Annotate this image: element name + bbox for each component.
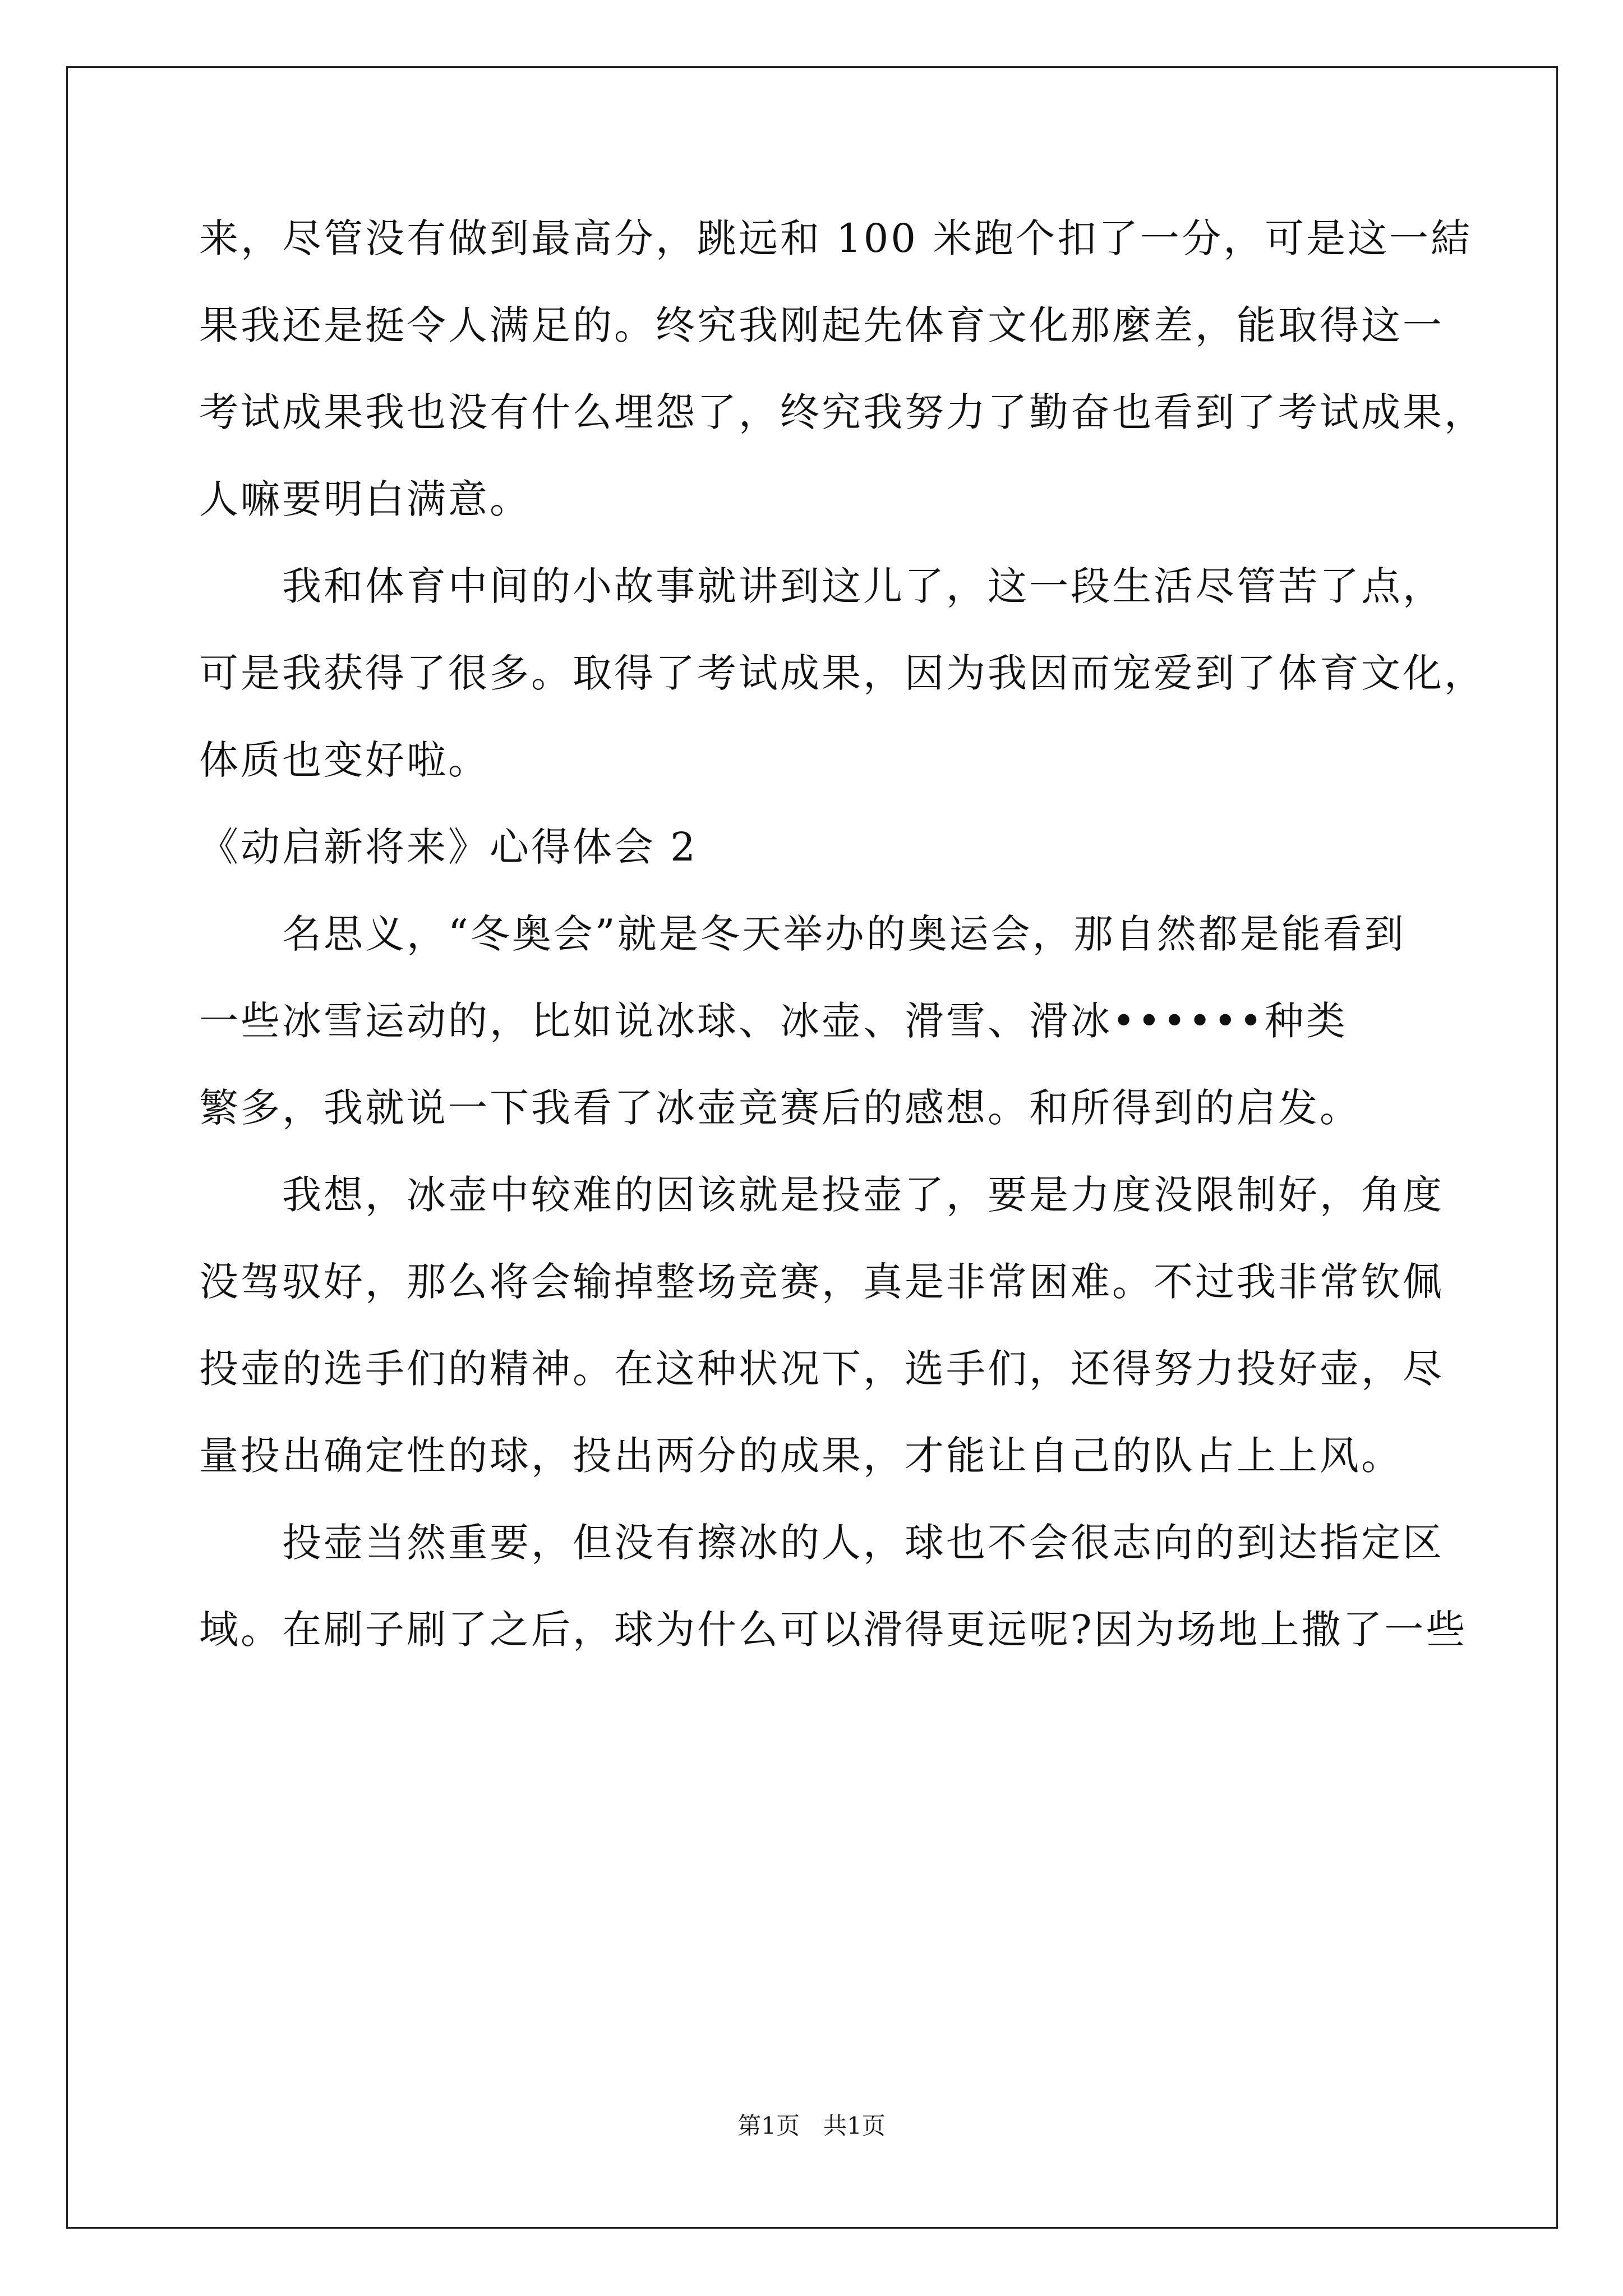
page-footer: 第1页 共1页 [737, 2112, 886, 2139]
text-line-11: 繁多，我就说一下我看了冰壶竞赛后的感想。和所得到的启发。 [199, 1085, 1361, 1131]
text-line-13: 没驾驭好，那么将会输掉整场竞赛，真是非常困难。不过我非常钦佩 [199, 1259, 1444, 1305]
section-heading: 《动启新将来》心得体会 2 [199, 824, 698, 870]
text-line-10: 一些冰雪运动的，比如说冰球、冰壶、滑雪、滑冰••••••种类 [199, 998, 1348, 1044]
text-line-6: 可是我获得了很多。取得了考试成果，因为我因而宠爱到了体育文化， [199, 650, 1486, 696]
text-line-4: 人嘛要明白满意。 [199, 476, 531, 522]
text-line-3: 考试成果我也没有什么埋怨了，终究我努力了勤奋也看到了考试成果， [199, 389, 1486, 435]
text-line-16: 投壶当然重要，但没有擦冰的人，球也不会很志向的到达指定区 [199, 1520, 1444, 1566]
text-line-2: 果我还是挺令人满足的。终究我刚起先体育文化那麼差，能取得这一 [199, 302, 1444, 348]
text-line-7: 体质也变好啦。 [199, 737, 490, 783]
text-line-12: 我想，冰壶中较难的因该就是投壶了，要是力度没限制好，角度 [199, 1172, 1444, 1218]
text-line-9: 名思义，“冬奥会”就是冬天举办的奥运会，那自然都是能看到 [199, 911, 1406, 957]
text-line-15: 量投出确定性的球，投出两分的成果，才能让自己的队占上上风。 [199, 1433, 1403, 1479]
text-line-5: 我和体育中间的小故事就讲到这儿了，这一段生活尽管苦了点， [199, 563, 1444, 609]
text-line-14: 投壶的选手们的精神。在这种状况下，选手们，还得努力投好壶，尽 [199, 1346, 1444, 1392]
text-line-1: 来，尽管没有做到最高分，跳远和 100 米跑个扣了一分，可是这一結 [199, 215, 1473, 261]
text-line-17: 域。在刷子刷了之后，球为什么可以滑得更远呢?因为场地上撒了一些 [199, 1607, 1468, 1653]
